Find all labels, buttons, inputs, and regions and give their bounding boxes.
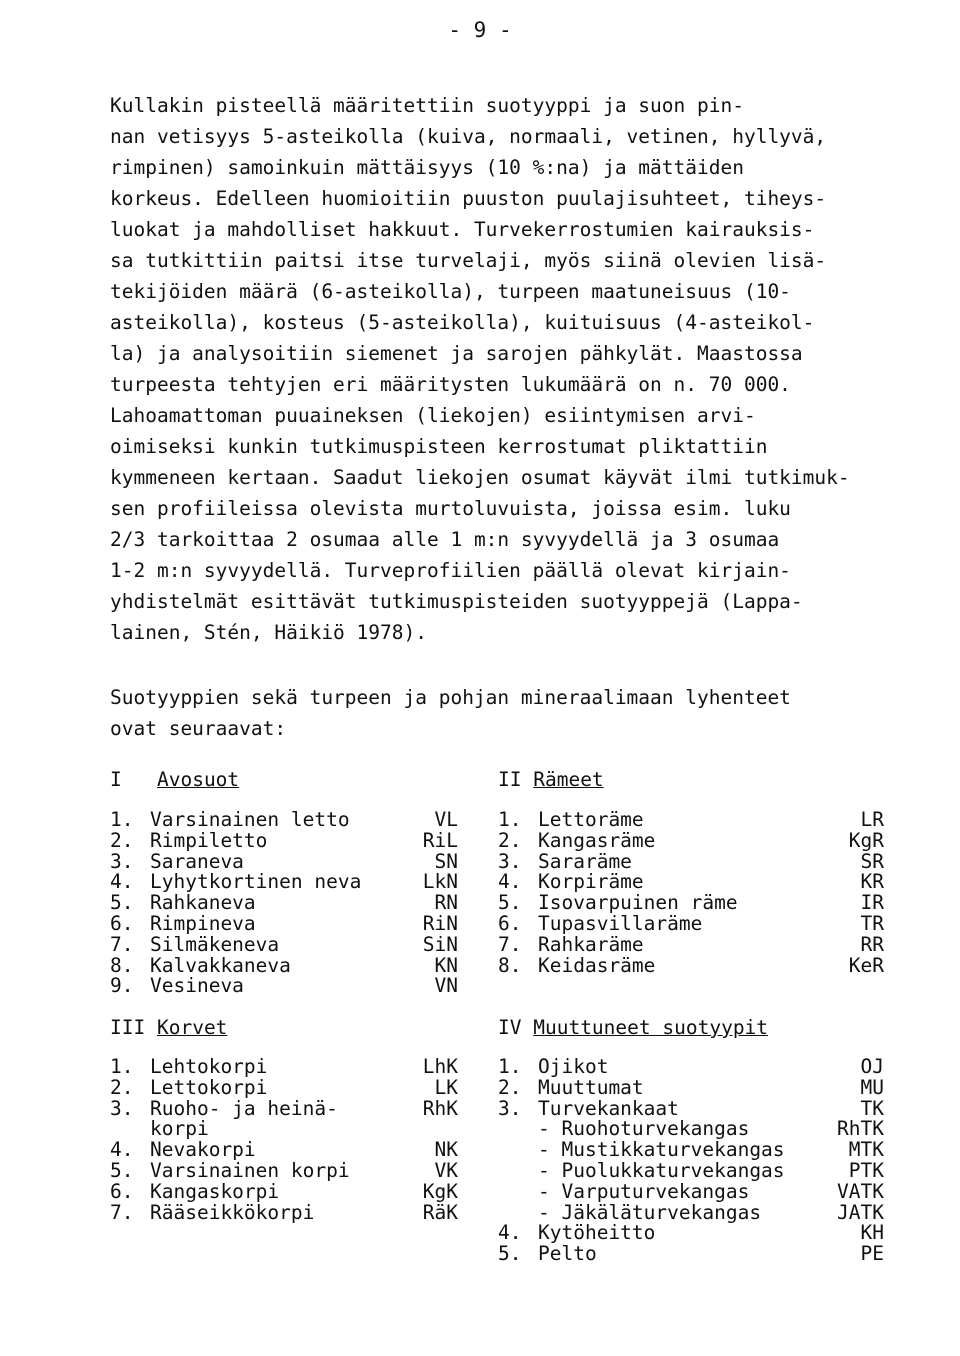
item-number: 4. xyxy=(110,870,134,894)
section-numeral: I xyxy=(110,768,122,791)
list-item xyxy=(110,1140,458,1161)
item-number: 4. xyxy=(498,870,522,894)
list-item xyxy=(110,1119,458,1140)
item-abbreviation: KgR xyxy=(848,828,884,852)
item-abbreviation: RN xyxy=(434,891,458,915)
list-item xyxy=(110,828,458,852)
list-item xyxy=(110,1200,458,1224)
list-item xyxy=(110,1096,458,1120)
list-item xyxy=(498,1244,884,1265)
item-abbreviation: RhTK xyxy=(837,1117,884,1141)
item-name: - Puolukkaturvekangas xyxy=(538,1158,785,1182)
item-abbreviation: PTK xyxy=(848,1158,884,1182)
list-muuttuneet xyxy=(498,1057,884,1265)
item-abbreviation: KR xyxy=(860,870,884,894)
list-item xyxy=(110,911,458,935)
text-line: yhdistelmät esittävät tutkimuspisteiden suotyyppejä (Lappa- xyxy=(110,590,803,613)
item-name: Isovarpuinen räme xyxy=(538,891,738,915)
list-item xyxy=(110,1179,458,1203)
list-item xyxy=(498,1057,884,1078)
item-name: Kalvakkaneva xyxy=(150,953,291,977)
item-name: Rahkaräme xyxy=(538,932,644,956)
list-item xyxy=(110,1158,458,1182)
item-number: 9. xyxy=(110,974,134,998)
item-name: Saraneva xyxy=(150,849,244,873)
list-subitem xyxy=(498,1179,884,1203)
list-subitem xyxy=(498,1200,884,1224)
text-line: turpeesta tehtyjen eri määritysten lukumäärä on n. 70 000. xyxy=(110,373,791,396)
item-name: Lettoräme xyxy=(538,808,644,831)
item-abbreviation: VL xyxy=(434,808,458,831)
item-abbreviation: KgK xyxy=(422,1179,458,1203)
item-number: 6. xyxy=(110,1179,134,1203)
item-name: Varsinainen korpi xyxy=(150,1158,350,1182)
item-number: 3. xyxy=(498,849,522,873)
text-line: oimiseksi kunkin tutkimuspisteen kerrostumat pliktattiin xyxy=(110,435,768,458)
section-numeral: IV xyxy=(498,1016,522,1039)
item-number: 2. xyxy=(110,828,134,852)
item-number: 2. xyxy=(498,1075,522,1099)
list-subitem xyxy=(498,1119,884,1140)
item-number: 1. xyxy=(498,808,522,831)
item-abbreviation: RhK xyxy=(422,1096,458,1120)
list-item xyxy=(498,1223,884,1244)
list-item xyxy=(110,1057,458,1078)
item-name: Rääseikkökorpi xyxy=(150,1200,315,1224)
list-subitem xyxy=(498,1140,884,1161)
list-item xyxy=(498,932,884,956)
list-item xyxy=(498,872,884,893)
item-name: Kangasräme xyxy=(538,828,656,852)
item-abbreviation: SN xyxy=(434,849,458,873)
item-abbreviation: RiL xyxy=(422,828,458,852)
list-item xyxy=(498,1075,884,1099)
item-abbreviation: LkN xyxy=(422,870,458,894)
item-name: Pelto xyxy=(538,1242,597,1266)
list-item xyxy=(110,872,458,893)
section-heading-rameet xyxy=(498,768,604,792)
item-abbreviation: KeR xyxy=(848,953,884,977)
item-number: 3. xyxy=(498,1096,522,1120)
item-name: Varsinainen letto xyxy=(150,808,350,831)
list-item xyxy=(498,911,884,935)
item-abbreviation: PE xyxy=(860,1242,884,1266)
item-name: - Ruohoturvekangas xyxy=(538,1117,750,1141)
text-line: sa tutkittiin paitsi itse turvelaji, myös siinä olevien lisä- xyxy=(110,249,827,272)
item-abbreviation: JATK xyxy=(837,1200,884,1224)
text-line: Suotyyppien sekä turpeen ja pohjan mineraalimaan lyhenteet xyxy=(110,686,791,709)
item-name: Vesineva xyxy=(150,974,244,998)
list-item xyxy=(110,810,458,831)
text-line: kymmeneen kertaan. Saadut liekojen osumat käyvät ilmi tutkimuk- xyxy=(110,466,850,489)
item-name: Rahkaneva xyxy=(150,891,256,915)
item-abbreviation: RäK xyxy=(422,1200,458,1224)
text-line: luokat ja mahdolliset hakkuut. Turvekerrostumien kairauksis- xyxy=(110,218,815,241)
item-abbreviation: NK xyxy=(434,1138,458,1162)
item-name: - Jäkäläturvekangas xyxy=(538,1200,762,1224)
item-number: 1. xyxy=(110,1055,134,1078)
section-title: Rämeet xyxy=(533,768,604,791)
item-name: Tupasvillaräme xyxy=(538,911,703,935)
item-number: 5. xyxy=(110,891,134,915)
list-item xyxy=(110,953,458,977)
text-line: sen profiileissa olevista murtoluvuista, joissa esim. luku xyxy=(110,497,791,520)
item-name: Nevakorpi xyxy=(150,1138,256,1162)
item-abbreviation: RiN xyxy=(422,911,458,935)
text-line: ovat seuraavat: xyxy=(110,717,287,740)
item-number: 5. xyxy=(498,1242,522,1266)
item-name: Korpiräme xyxy=(538,870,644,894)
text-line: tekijöiden määrä (6-asteikolla), turpeen maatuneisuus (10- xyxy=(110,280,791,303)
section-numeral: III xyxy=(110,1016,146,1039)
list-korvet xyxy=(110,1057,458,1223)
list-avosuot xyxy=(110,810,458,997)
item-number: 5. xyxy=(110,1158,134,1182)
item-name: Ruoho- ja heinä- xyxy=(150,1096,338,1120)
item-abbreviation: IR xyxy=(860,891,884,915)
item-number: 3. xyxy=(110,849,134,873)
text-line: rimpinen) samoinkuin mättäisyys (10 %:na) ja mättäiden xyxy=(110,156,744,179)
list-item xyxy=(498,849,884,873)
item-name: Rimpiletto xyxy=(150,828,268,852)
item-name: Sararäme xyxy=(538,849,632,873)
item-name: Lehtokorpi xyxy=(150,1055,268,1078)
item-name: Keidasräme xyxy=(538,953,656,977)
item-abbreviation: SR xyxy=(860,849,884,873)
section-heading-avosuot xyxy=(110,768,239,792)
item-abbreviation: SiN xyxy=(422,932,458,956)
item-number: 2. xyxy=(110,1075,134,1099)
item-number: 6. xyxy=(110,911,134,935)
section-title: Muuttuneet suotyypit xyxy=(533,1016,769,1039)
text-line: 1-2 m:n syvyydellä. Turveprofiilien päällä olevat kirjain- xyxy=(110,559,791,582)
list-item xyxy=(498,828,884,852)
text-line: la) ja analysoitiin siemenet ja sarojen pähkylät. Maastossa xyxy=(110,342,803,365)
item-name: Kytöheitto xyxy=(538,1221,656,1245)
section-heading-muuttuneet xyxy=(498,1016,768,1040)
list-rameet xyxy=(498,810,884,976)
text-line: Lahoamattoman puuaineksen (liekojen) esiintymisen arvi- xyxy=(110,404,756,427)
list-item xyxy=(110,849,458,873)
paragraph-abbreviations-intro xyxy=(110,682,940,744)
text-line: nan vetisyys 5-asteikolla (kuiva, normaali, vetinen, hyllyvä, xyxy=(110,125,827,148)
section-numeral: II xyxy=(498,768,522,791)
item-number: 7. xyxy=(110,1200,134,1224)
section-heading-korvet xyxy=(110,1016,227,1040)
item-number: 8. xyxy=(110,953,134,977)
item-abbreviation: VATK xyxy=(837,1179,884,1203)
item-name: - Varputurvekangas xyxy=(538,1179,750,1203)
item-number: 4. xyxy=(110,1138,134,1162)
item-name: Lettokorpi xyxy=(150,1075,268,1099)
item-name: Turvekankaat xyxy=(538,1096,679,1120)
item-name: Kangaskorpi xyxy=(150,1179,280,1203)
item-abbreviation: MU xyxy=(860,1075,884,1099)
list-item xyxy=(498,810,884,831)
item-name: - Mustikkaturvekangas xyxy=(538,1138,785,1162)
item-name: Ojikot xyxy=(538,1055,609,1078)
item-number: 3. xyxy=(110,1096,134,1120)
item-abbreviation: VK xyxy=(434,1158,458,1182)
item-number: 4. xyxy=(498,1221,522,1245)
list-item xyxy=(498,953,884,977)
item-abbreviation: MTK xyxy=(848,1138,884,1162)
item-abbreviation: LhK xyxy=(422,1055,458,1078)
text-line: korkeus. Edelleen huomioitiin puuston puulajisuhteet, tiheys- xyxy=(110,187,827,210)
item-number: 2. xyxy=(498,828,522,852)
item-number: 8. xyxy=(498,953,522,977)
text-line: lainen, Stén, Häikiö 1978). xyxy=(110,621,427,644)
item-abbreviation: RR xyxy=(860,932,884,956)
item-number: 1. xyxy=(110,808,134,831)
list-item xyxy=(498,893,884,914)
item-number: 6. xyxy=(498,911,522,935)
list-item xyxy=(110,976,458,997)
item-number: 7. xyxy=(498,932,522,956)
item-number: 5. xyxy=(498,891,522,915)
text-line: asteikolla), kosteus (5-asteikolla), kuituisuus (4-asteikol- xyxy=(110,311,815,334)
list-subitem xyxy=(498,1158,884,1182)
page-number: - 9 - xyxy=(448,18,512,42)
item-abbreviation: LR xyxy=(860,808,884,831)
item-abbreviation: OJ xyxy=(860,1055,884,1078)
item-abbreviation: KN xyxy=(434,953,458,977)
list-item xyxy=(498,1096,884,1120)
item-name: Silmäkeneva xyxy=(150,932,280,956)
section-title: Avosuot xyxy=(156,768,240,791)
paragraph-methods xyxy=(110,90,940,648)
list-item xyxy=(110,893,458,914)
item-number: 7. xyxy=(110,932,134,956)
item-number: 1. xyxy=(498,1055,522,1078)
item-abbreviation: KH xyxy=(860,1221,884,1245)
item-abbreviation: TR xyxy=(860,911,884,935)
section-title: Korvet xyxy=(156,1016,228,1039)
item-abbreviation: TK xyxy=(860,1096,884,1120)
item-abbreviation: LK xyxy=(434,1075,458,1099)
item-name: Rimpineva xyxy=(150,911,256,935)
list-item xyxy=(110,932,458,956)
text-line: Kullakin pisteellä määritettiin suotyyppi ja suon pin- xyxy=(110,94,744,117)
item-name: Lyhytkortinen neva xyxy=(150,870,362,894)
list-item xyxy=(110,1075,458,1099)
item-name: korpi xyxy=(150,1117,209,1141)
item-name: Muuttumat xyxy=(538,1075,644,1099)
text-line: 2/3 tarkoittaa 2 osumaa alle 1 m:n syvyydellä ja 3 osumaa xyxy=(110,528,780,551)
item-abbreviation: VN xyxy=(434,974,458,998)
